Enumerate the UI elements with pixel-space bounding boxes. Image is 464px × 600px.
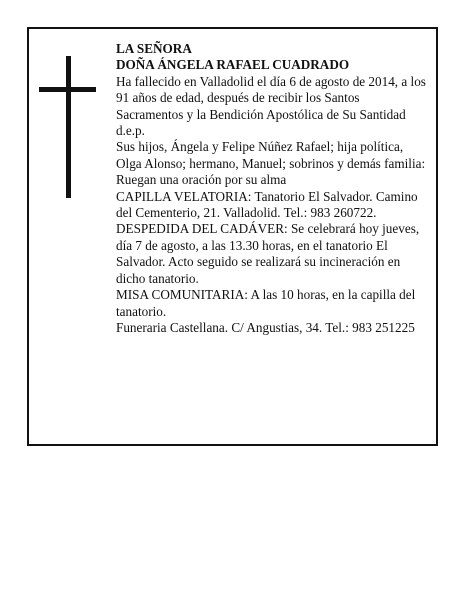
family-list: Sus hijos, Ángela y Felipe Núñez Rafael; hija política, Olga Alonso; hermano, Manuel; sobrinos y demás familia:: [116, 139, 426, 171]
obituary-notice: [27, 27, 438, 446]
cross-icon: [39, 56, 96, 198]
notice-text: [116, 41, 426, 336]
deceased-name: DOÑA ÁNGELA RAFAEL CUADRADO: [116, 57, 350, 73]
death-announcement: Ha fallecido en Valladolid el día 6 de agosto de 2014, a los 91 años de edad, después de recibir los Santos Sacramentos y la Bendición Apostólica de Su Santidad d.e.p.: [116, 73, 426, 139]
notice-heading-title: LA SEÑORA: [116, 41, 192, 56]
mass-info: MISA COMUNITARIA: A las 10 horas, en la capilla del tanatorio.: [116, 287, 416, 319]
cross-horizontal-bar: [39, 87, 96, 92]
cross-vertical-bar: [66, 56, 71, 198]
funeral-home-info: Funeraria Castellana. C/ Angustias, 34. Tel.: 983 251225: [116, 319, 415, 335]
prayer-request: Ruegan una oración por su alma: [116, 172, 287, 188]
farewell-info: DESPEDIDA DEL CADÁVER: Se celebrará hoy jueves, día 7 de agosto, a las 13.30 horas, en el tanatorio El Salvador. Acto seguido se realizará su incineración en dicho tanatorio.: [116, 221, 420, 286]
chapel-info: CAPILLA VELATORIA: Tanatorio El Salvador. Camino del Cementerio, 21. Valladolid. Tel.: 983 260722.: [116, 188, 418, 221]
